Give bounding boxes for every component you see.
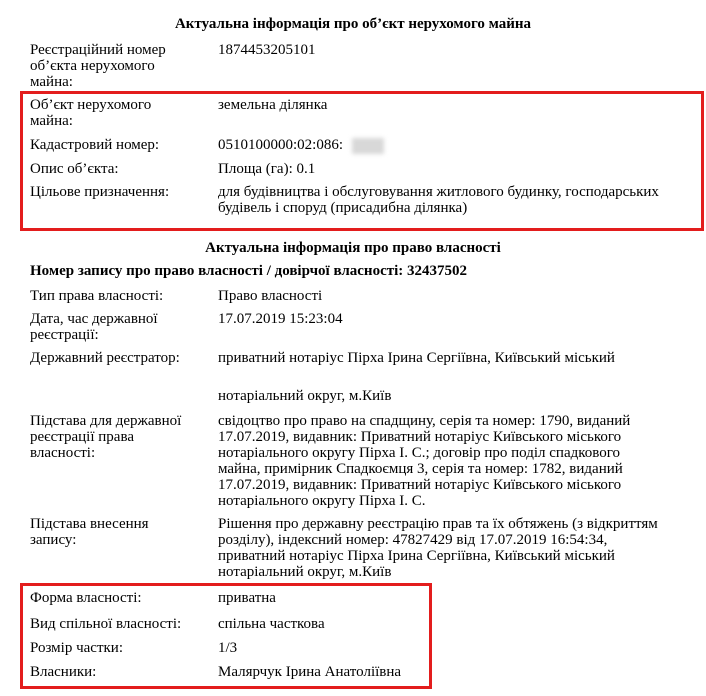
row-value: Право власності: [218, 288, 323, 304]
row-value: 1/3: [218, 640, 238, 656]
row-label: Дата, час державної реєстрації:: [30, 311, 158, 343]
ownership-section-heading: Актуальна інформація про право власності: [205, 240, 501, 256]
row-label: Власники:: [30, 664, 97, 680]
row-value: Малярчук Ірина Анатоліївна: [218, 664, 402, 680]
row-value: приватна: [218, 590, 276, 606]
row-value: земельна ділянка: [218, 97, 328, 113]
row-value: спільна часткова: [218, 616, 325, 632]
row-label: Форма власності:: [30, 590, 142, 606]
row-value: 1874453205101: [218, 42, 316, 58]
row-value: Площа (га): 0.1: [218, 161, 316, 177]
row-label: Підстава внесення запису:: [30, 516, 149, 548]
row-label: Опис об’єкта:: [30, 161, 119, 177]
row-label: Реєстраційний номер об’єкта нерухомого майна:: [30, 42, 166, 90]
row-label: Вид спільної власності:: [30, 616, 182, 632]
highlight-box-object: [20, 91, 704, 231]
row-value: 0510100000:02:086:: [218, 137, 344, 153]
row-label: Тип права власності:: [30, 288, 164, 304]
row-value: Рішення про державну реєстрацію прав та їх обтяжень (з відкриттям розділу), індексний номер: 47827429 від 17.07.2019 16:54:34, приватний нотаріус Пірха Ірина Сергіївна, Київський міський нотаріальний округ, м.Київ: [218, 516, 658, 580]
row-label: Підстава для державної реєстрації права власності:: [30, 413, 182, 461]
row-label: Об’єкт нерухомого майна:: [30, 97, 152, 129]
row-value: нотаріальний округ, м.Київ: [218, 388, 392, 404]
row-value: для будівництва і обслуговування житлового будинку, господарських будівель і споруд (присадибна ділянка): [218, 184, 659, 216]
row-label: Цільове призначення:: [30, 184, 170, 200]
row-value: приватний нотаріус Пірха Ірина Сергіївна, Київський міський: [218, 350, 615, 366]
row-label: Кадастровий номер:: [30, 137, 160, 153]
highlight-box-ownership: [20, 583, 432, 689]
row-label: Державний реєстратор:: [30, 350, 180, 366]
row-value: 17.07.2019 15:23:04: [218, 311, 343, 327]
object-section-heading: Актуальна інформація про об’єкт нерухомого майна: [174, 16, 532, 32]
record-number-heading: Номер запису про право власності / довірчої власності: 32437502: [30, 263, 468, 279]
row-value: свідоцтво про право на спадщину, серія та номер: 1790, виданий 17.07.2019, видавник: Приватний нотаріус Київського міського нотаріального округу Пірха І. С.; договір про поділ спадкового майна, примірник Спадкоємця 3, серія та номер: 1782, виданий 17.07.2019, видавник: Приватний нотаріус Київського міського нотаріального округу Пірха І. С.: [218, 413, 631, 509]
row-label: Розмір частки:: [30, 640, 123, 656]
